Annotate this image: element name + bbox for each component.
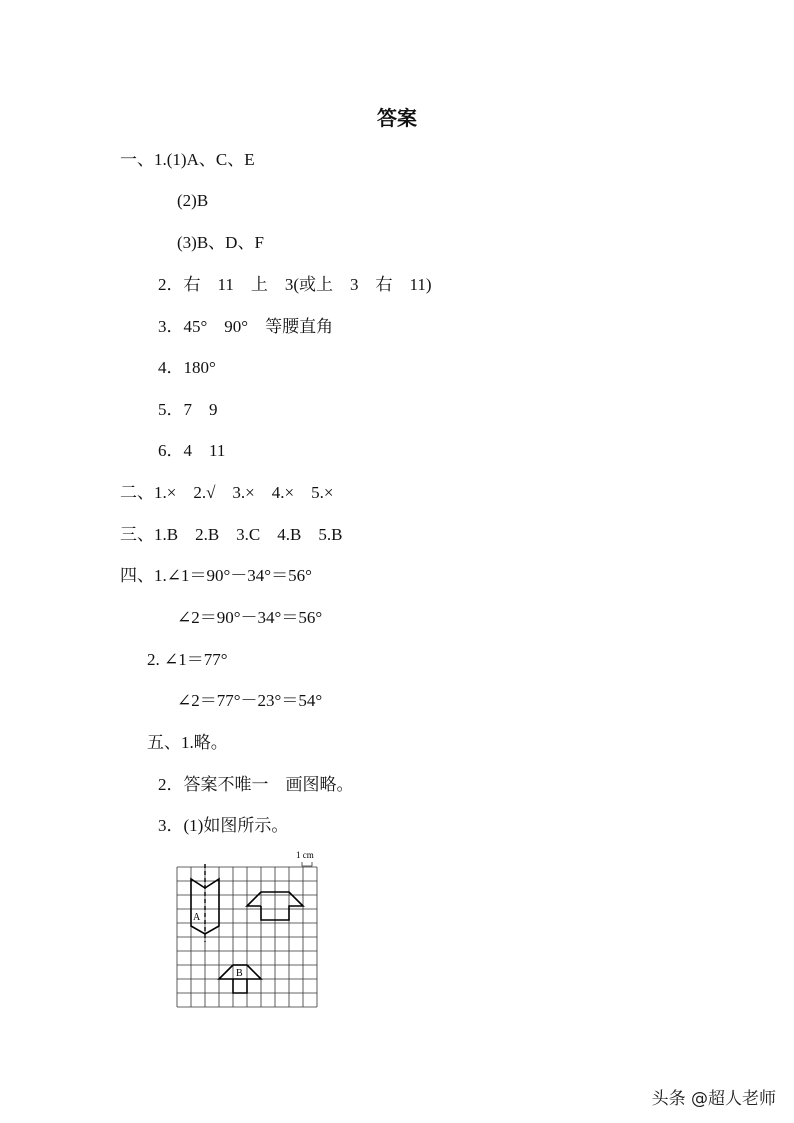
watermark: 头条 @超人老师 [651,1089,776,1109]
answer-1-3: 3．45° 90° 等腰直角 [158,317,334,336]
answer-4-2: 2. ∠1＝77° [147,650,228,669]
answer-1-1-3: (3)B、D、F [177,233,264,252]
answer-1-6: 6．4 11 [158,441,226,460]
answer-1-4: 4．180° [158,358,216,377]
page-title: 答案 [377,106,417,130]
answer-4-1: 四、1.∠1＝90°－34°＝56° [120,566,312,585]
answer-1-2: 2．右 11 上 3(或上 3 右 11) [158,275,432,294]
answer-1-5: 5．7 9 [158,400,218,419]
answer-1-1-2: (2)B [177,191,209,210]
scale-label: 1 cm [296,850,314,860]
shape-a-label: A [193,912,201,923]
shape-b-label: B [236,968,243,979]
answer-1-1: 一、1.(1)A、C、E [120,150,255,169]
scale-bracket [302,862,312,866]
answer-5-1: 五、1.略。 [147,733,228,752]
answer-2: 二、1.× 2.√ 3.× 4.× 5.× [120,483,334,502]
answer-4-1-b: ∠2＝90°－34°＝56° [177,608,323,627]
shape-b-stem [233,979,247,993]
answer-5-2: 2．答案不唯一 画图略。 [158,775,354,794]
answer-4-2-b: ∠2＝77°－23°＝54° [177,691,323,710]
answer-3: 三、1.B 2.B 3.C 4.B 5.B [120,525,343,544]
grid-figure-svg [170,846,330,1010]
answer-5-3: 3．(1)如图所示。 [158,816,289,835]
grid-figure [170,846,330,1010]
